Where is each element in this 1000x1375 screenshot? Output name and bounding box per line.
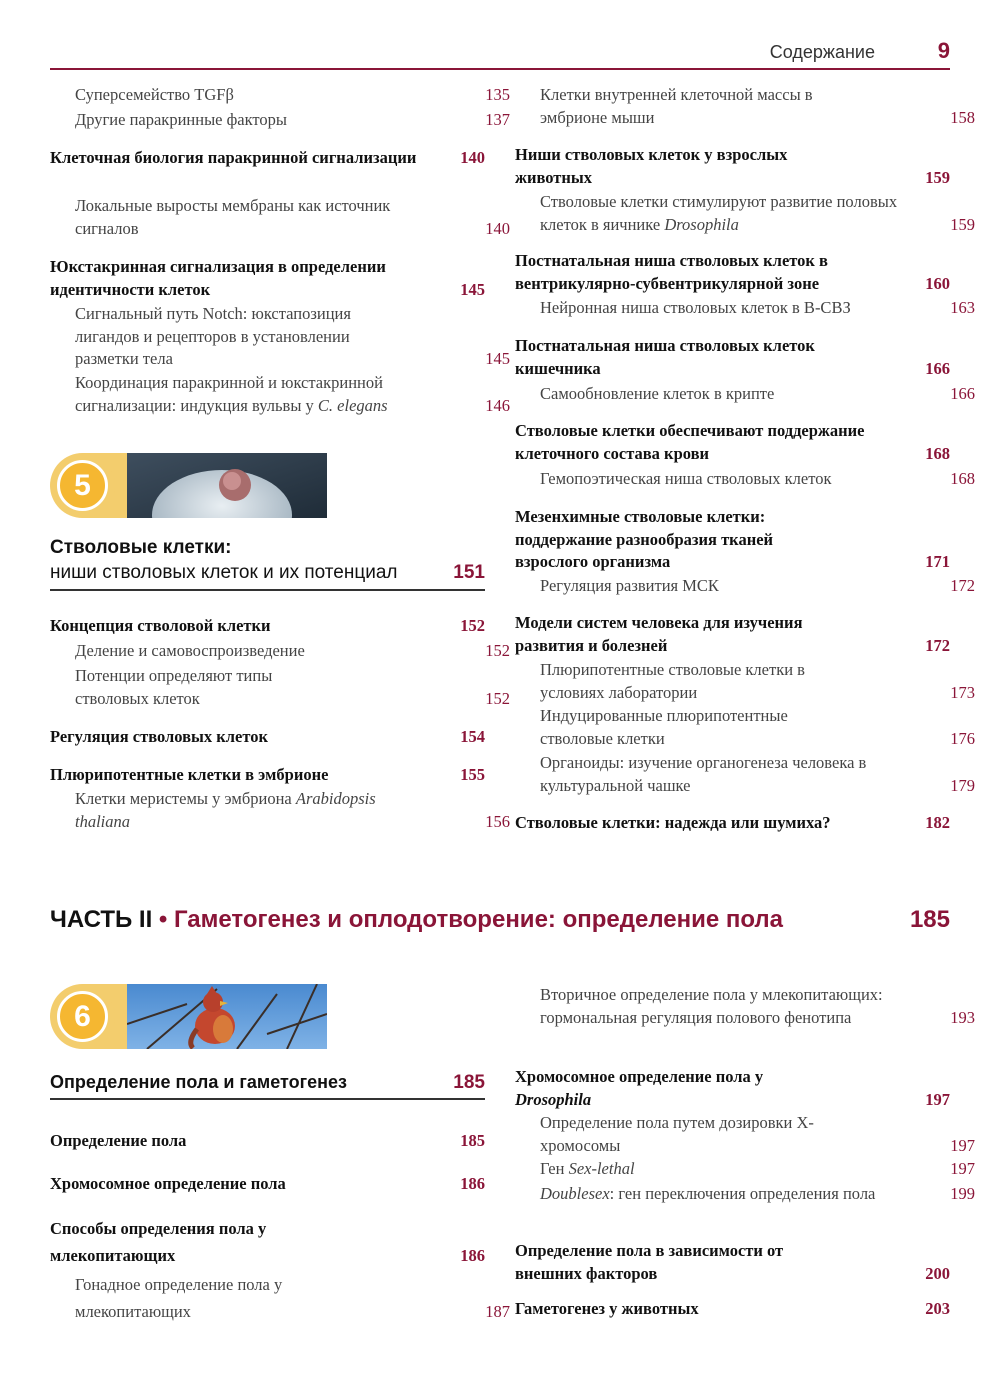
chapter-5-title-bold: Стволовые клетки: <box>50 537 232 558</box>
toc-entry[interactable]: Гемопоэтическая ниша стволовых клеток 168 <box>540 469 975 488</box>
toc-entry[interactable]: Нейронная ниша стволовых клеток в В-СВЗ 163 <box>540 298 975 317</box>
part-title: Гаметогенез и оплодотворение: определение пола <box>174 906 784 933</box>
toc-entry[interactable]: Сигнальный путь Notch: юкстапозиция лигандов и рецепторов в установлении разметки тела 145 <box>75 304 510 368</box>
toc-entry[interactable]: Органоиды: изучение органогенеза человека в культуральной чашке 179 <box>540 753 975 795</box>
toc-entry[interactable]: Другие паракринные факторы 137 <box>75 110 510 129</box>
toc-entry[interactable]: Хромосомное определение пола у Drosophila 197 <box>515 1067 950 1109</box>
toc-entry[interactable]: Хромосомное определение пола 186 <box>50 1174 485 1193</box>
toc-entry[interactable]: Клетки меристемы у эмбриона Arabidopsis thaliana 156 <box>75 789 510 831</box>
chapter-5-title-rest: ниши стволовых клеток и их потенциал <box>50 562 398 583</box>
toc-entry[interactable]: Гонадное определение пола у млекопитающих 187 <box>75 1275 510 1321</box>
toc-entry[interactable]: Юкстакринная сигнализация в определении идентичности клеток 145 <box>50 257 485 299</box>
chapter-6-image <box>127 984 327 1049</box>
chapter-5-image <box>127 453 327 518</box>
toc-entry[interactable]: Координация паракринной и юкстакринной сигнализации: индукция вульвы у C. elegans 146 <box>75 373 510 415</box>
toc-entry[interactable]: Стволовые клетки обеспечивают поддержание клеточного состава крови 168 <box>515 421 950 463</box>
toc-entry[interactable]: Doublesex: ген переключения определения пола 199 <box>540 1184 975 1203</box>
toc-entry[interactable]: Регуляция стволовых клеток 154 <box>50 727 485 746</box>
toc-entry[interactable]: Суперсемейство TGFβ 135 <box>75 85 510 104</box>
page-number: 9 <box>937 38 950 63</box>
toc-entry[interactable]: Регуляция развития МСК 172 <box>540 576 975 595</box>
chapter-number: 5 <box>57 460 108 511</box>
toc-entry[interactable]: Ген Sex-lethal 197 <box>540 1159 975 1178</box>
toc-entry[interactable]: Вторичное определение пола у млекопитающих: гормональная регуляция полового фенотипа 193 <box>540 985 975 1027</box>
toc-entry[interactable]: Индуцированные плюрипотентные стволовые клетки 176 <box>540 706 975 748</box>
toc-entry[interactable]: Определение пола путем дозировки Х-хромосомы 197 <box>540 1113 975 1155</box>
chapter-5-rule <box>50 589 485 591</box>
toc-entry[interactable]: Определение пола 185 <box>50 1131 485 1150</box>
toc-entry[interactable]: Самообновление клеток в крипте 166 <box>540 384 975 403</box>
header-rule <box>50 68 950 70</box>
toc-entry[interactable]: Локальные выросты мембраны как источник сигналов 140 <box>75 196 510 238</box>
chapter-number: 6 <box>57 991 108 1042</box>
part-bullet: • <box>158 906 168 933</box>
part-heading[interactable] <box>50 906 950 934</box>
toc-entry[interactable]: Плюрипотентные стволовые клетки в условиях лаборатории 173 <box>540 660 975 702</box>
toc-entry[interactable]: Деление и самовоспроизведение 152 <box>75 641 510 660</box>
toc-entry[interactable]: Гаметогенез у животных 203 <box>515 1299 950 1318</box>
chapter-6-title: Определение пола и гаметогенез <box>50 1072 347 1092</box>
toc-entry[interactable]: Модели систем человека для изучения развития и болезней 172 <box>515 613 950 655</box>
toc-entry[interactable]: Потенции определяют типы стволовых клеток 152 <box>75 666 510 708</box>
part-label: ЧАСТЬ II <box>50 906 153 933</box>
toc-entry[interactable]: Клетки внутренней клеточной массы в эмбрионе мыши 158 <box>540 85 975 127</box>
toc-entry[interactable]: Постнатальная ниша стволовых клеток в вентрикулярно-субвентрикулярной зоне 160 <box>515 251 950 293</box>
chapter-6-rule <box>50 1098 485 1100</box>
toc-entry[interactable]: Концепция стволовой клетки 152 <box>50 616 485 635</box>
toc-entry[interactable]: Клеточная биология паракринной сигнализации 140 <box>50 148 485 167</box>
chapter-6-page: 185 <box>453 1072 485 1093</box>
chapter-5-page: 151 <box>453 562 485 583</box>
running-header-title: Содержание <box>769 42 875 62</box>
toc-entry[interactable]: Стволовые клетки: надежда или шумиха? 182 <box>515 813 950 832</box>
toc-entry[interactable]: Способы определения пола у млекопитающих 186 <box>50 1219 485 1265</box>
toc-entry[interactable]: Стволовые клетки стимулируют развитие половых клеток в яичнике Drosophila 159 <box>540 192 975 234</box>
chapter-6-badge <box>50 984 327 1049</box>
toc-entry[interactable]: Постнатальная ниша стволовых клеток кишечника 166 <box>515 336 950 378</box>
chapter-5-badge <box>50 453 327 518</box>
part-page: 185 <box>909 906 950 933</box>
toc-entry[interactable]: Ниши стволовых клеток у взрослых животных 159 <box>515 145 950 187</box>
toc-entry[interactable]: Определение пола в зависимости от внешних факторов 200 <box>515 1241 950 1283</box>
toc-entry[interactable]: Мезенхимные стволовые клетки: поддержание разнообразия тканей взрослого организма 171 <box>515 507 950 571</box>
toc-entry[interactable]: Плюрипотентные клетки в эмбрионе 155 <box>50 765 485 784</box>
